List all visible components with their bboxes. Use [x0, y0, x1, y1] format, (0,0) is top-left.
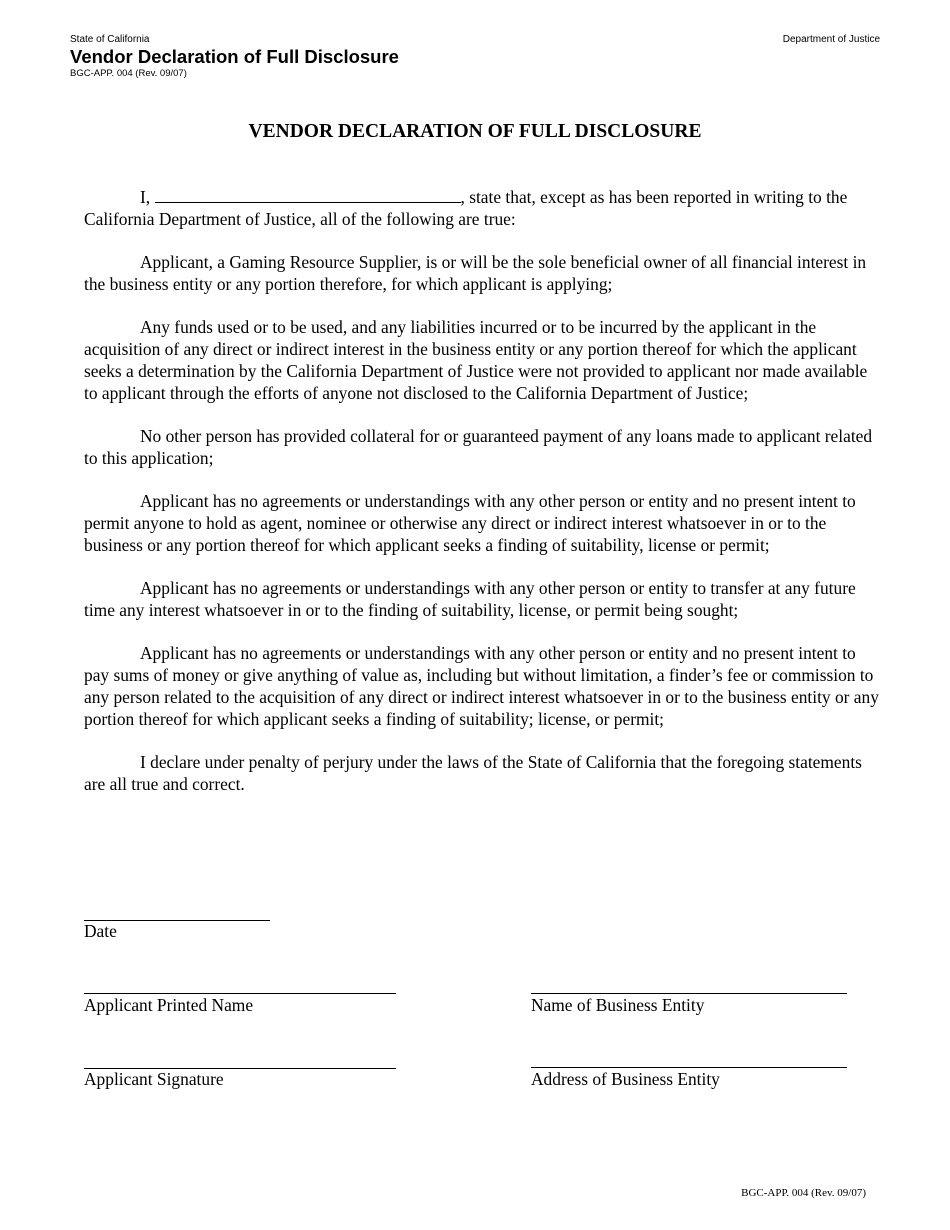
- declaration-paragraph: Any funds used or to be used, and any liabilities incurred or to be incurred by the applicant in the acquisition of any direct or indirect interest in the business entity or any portion thereof for which the applicant seeks a determination by the California Department of Justice were not provided to applicant nor made available to applicant through the efforts of anyone not disclosed to the California Department of Justice;: [84, 317, 868, 403]
- declaration-paragraph: Applicant has no agreements or understandings with any other person or entity to transfer at any future time any interest whatsoever in or to the finding of suitability, license, or permit being sought;: [84, 578, 856, 620]
- date-label: Date: [84, 921, 117, 941]
- header-title: Vendor Declaration of Full Disclosure: [70, 46, 399, 67]
- declaration-paragraph: No other person has provided collateral for or guaranteed payment of any loans made to applicant related to this application;: [84, 426, 873, 468]
- declarant-name-blank[interactable]: [155, 188, 461, 203]
- header-state: State of California: [70, 34, 150, 45]
- applicant-signature-label: Applicant Signature: [84, 1069, 224, 1089]
- intro-suffix: , state that, except as has been reported in writing to the California Department of Justice, all of the following are true:: [84, 187, 848, 229]
- applicant-printed-name-label: Applicant Printed Name: [84, 995, 254, 1015]
- intro-prefix: I,: [140, 187, 155, 207]
- declaration-paragraph: I declare under penalty of perjury under the laws of the State of California that the foregoing statements are all true and correct.: [84, 752, 862, 794]
- declaration-paragraph: Applicant, a Gaming Resource Supplier, is or will be the sole beneficial owner of all financial interest in the business entity or any portion therefore, for which applicant is applying;: [84, 252, 867, 294]
- declaration-body: [84, 186, 884, 816]
- document-heading: VENDOR DECLARATION OF FULL DISCLOSURE: [248, 121, 702, 142]
- declaration-paragraph: Applicant has no agreements or understandings with any other person or entity and no present intent to permit anyone to hold as agent, nominee or otherwise any direct or indirect interest whatsoever in or to the business or any portion thereof for which applicant seeks a finding of suitability, license or permit;: [84, 491, 856, 555]
- declaration-intro: [84, 186, 884, 230]
- business-entity-name-label: Name of Business Entity: [531, 995, 705, 1015]
- declaration-paragraph: Applicant has no agreements or understandings with any other person or entity and no present intent to pay sums of money or give anything of value as, including but without limitation, a finder’s fee or commission to any person related to the acquisition of any direct or indirect interest whatsoever in or to the business entity or any portion thereof for which applicant seeks a finding of suitability; license, or permit;: [84, 643, 879, 729]
- header-form-number: BGC-APP. 004 (Rev. 09/07): [70, 68, 187, 79]
- header-department: Department of Justice: [782, 34, 880, 45]
- business-entity-address-label: Address of Business Entity: [531, 1069, 720, 1089]
- footer-form-number: BGC-APP. 004 (Rev. 09/07): [741, 1187, 866, 1199]
